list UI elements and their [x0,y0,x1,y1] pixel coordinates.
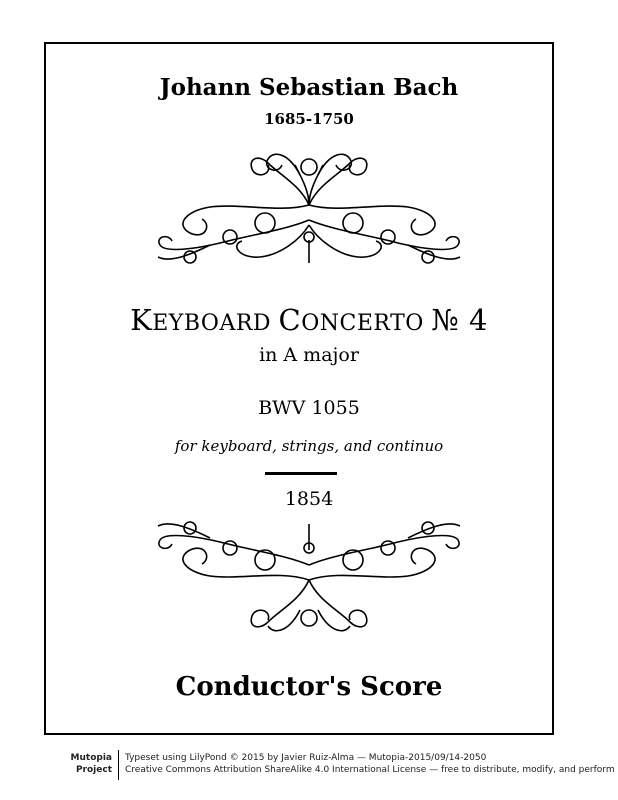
divider-rule [265,472,337,475]
footer-text [125,752,615,776]
mutopia-logo [58,752,112,776]
footer-line-1: Typeset using LilyPond © 2015 by Javier Ruiz-Alma — Mutopia-2015/09/14-2050 [125,753,487,763]
logo-line-2: Project [75,765,112,775]
bottom-ornament [150,510,468,640]
footer [58,750,615,784]
title-word-keyboard: EYBOARD [152,311,279,336]
title-word-concerto: ONCERTO [301,311,432,336]
instrumentation: for keyboard, strings, and continuo [174,437,444,455]
work-key: in A major [259,344,359,366]
logo-line-1: Mutopia [70,753,112,763]
edition-year: 1854 [284,488,334,510]
top-ornament [150,145,468,280]
catalog-number: BWV 1055 [258,397,360,419]
title-initial-k: K [130,303,153,337]
work-title [0,303,618,337]
title-initial-c: C [278,303,302,337]
score-type: Conductor's Score [175,672,443,702]
title-number-sign: № [431,303,460,337]
composer-dates: 1685-1750 [264,110,354,128]
footer-divider [118,750,119,780]
title-number: 4 [468,303,488,337]
footer-line-2: Creative Commons Attribution ShareAlike 4.0 International License — free to distribute, modify, and perform [125,765,615,775]
composer-name: Johann Sebastian Bach [159,74,459,101]
